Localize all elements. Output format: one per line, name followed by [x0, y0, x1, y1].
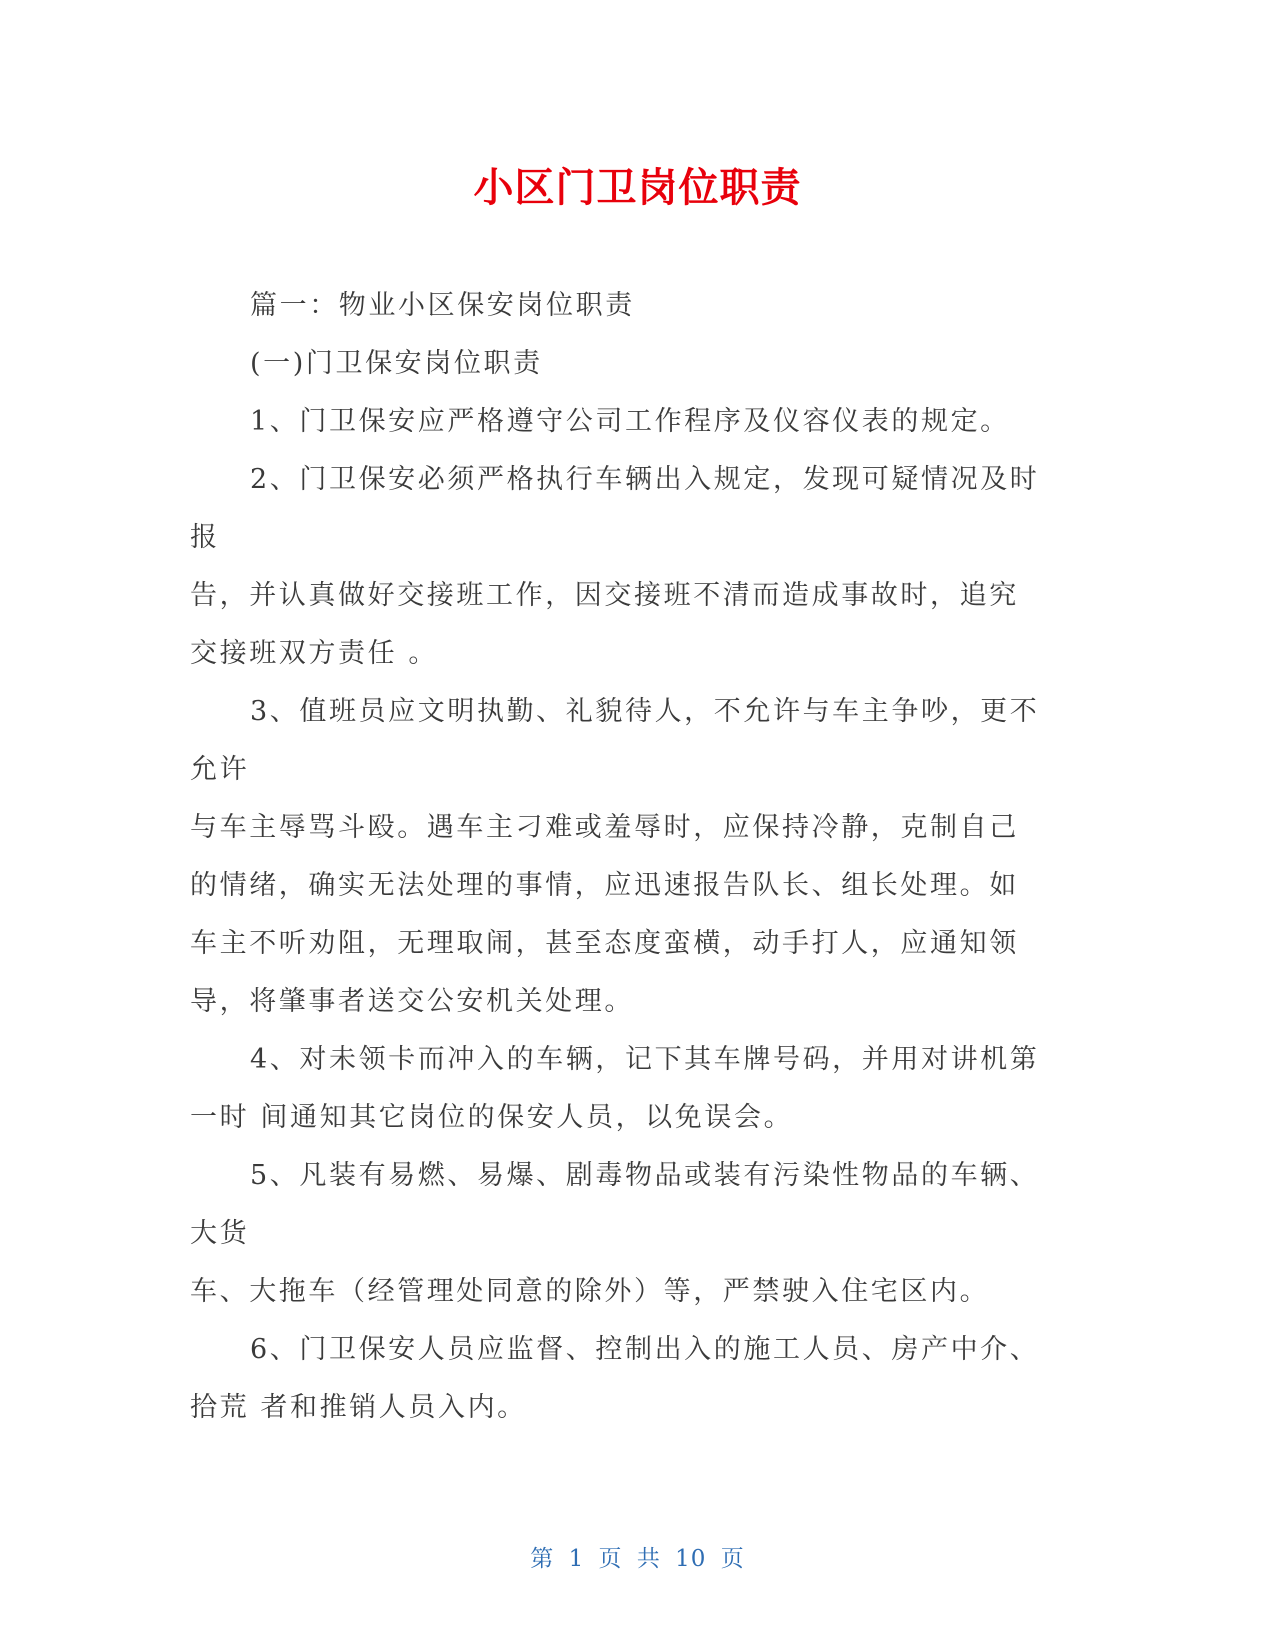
- paragraph-line: 的情绪，确实无法处理的事情，应迅速报告队长、组长处理。如: [190, 870, 1019, 901]
- paragraph-line: 车、大拖车（经管理处同意的除外）等，严禁驶入住宅区内。: [190, 1276, 990, 1307]
- page-title: 小区门卫岗位职责: [473, 165, 802, 211]
- paragraph-line: 交接班双方责任 。: [190, 638, 438, 669]
- paragraph-line: 大货: [190, 1218, 250, 1249]
- paragraph-line: 与车主辱骂斗殴。遇车主刁难或羞辱时，应保持冷静，克制自己: [190, 812, 1019, 843]
- paragraph-line: 车主不听劝阻，无理取闹，甚至态度蛮横，动手打人，应通知领: [190, 928, 1019, 959]
- paragraph-line: 一时 间通知其它岗位的保安人员，以免误会。: [190, 1102, 794, 1133]
- paragraph-line: 允许: [190, 754, 250, 785]
- paragraph-line: 报: [190, 522, 220, 553]
- subsection-heading: (一)门卫保安岗位职责: [250, 348, 543, 379]
- page-footer: 第 1 页 共 10 页: [530, 1546, 745, 1572]
- paragraph-line: 导，将肇事者送交公安机关处理。: [190, 986, 634, 1017]
- paragraph-line: 5、凡装有易燃、易爆、剧毒物品或装有污染性物品的车辆、: [250, 1160, 1040, 1191]
- paragraph-line: 拾荒 者和推销人员入内。: [190, 1392, 527, 1423]
- paragraph-line: 1、门卫保安应严格遵守公司工作程序及仪容仪表的规定。: [250, 406, 1010, 437]
- section-heading: 篇一：物业小区保安岗位职责: [250, 290, 635, 321]
- paragraph-line: 4、对未领卡而冲入的车辆，记下其车牌号码，并用对讲机第: [250, 1044, 1040, 1075]
- paragraph-line: 告，并认真做好交接班工作，因交接班不清而造成事故时，追究: [190, 580, 1019, 611]
- paragraph-line: 2、门卫保安必须严格执行车辆出入规定，发现可疑情况及时: [250, 464, 1040, 495]
- paragraph-line: 3、值班员应文明执勤、礼貌待人，不允许与车主争吵，更不: [250, 696, 1040, 727]
- paragraph-line: 6、门卫保安人员应监督、控制出入的施工人员、房产中介、: [250, 1334, 1040, 1365]
